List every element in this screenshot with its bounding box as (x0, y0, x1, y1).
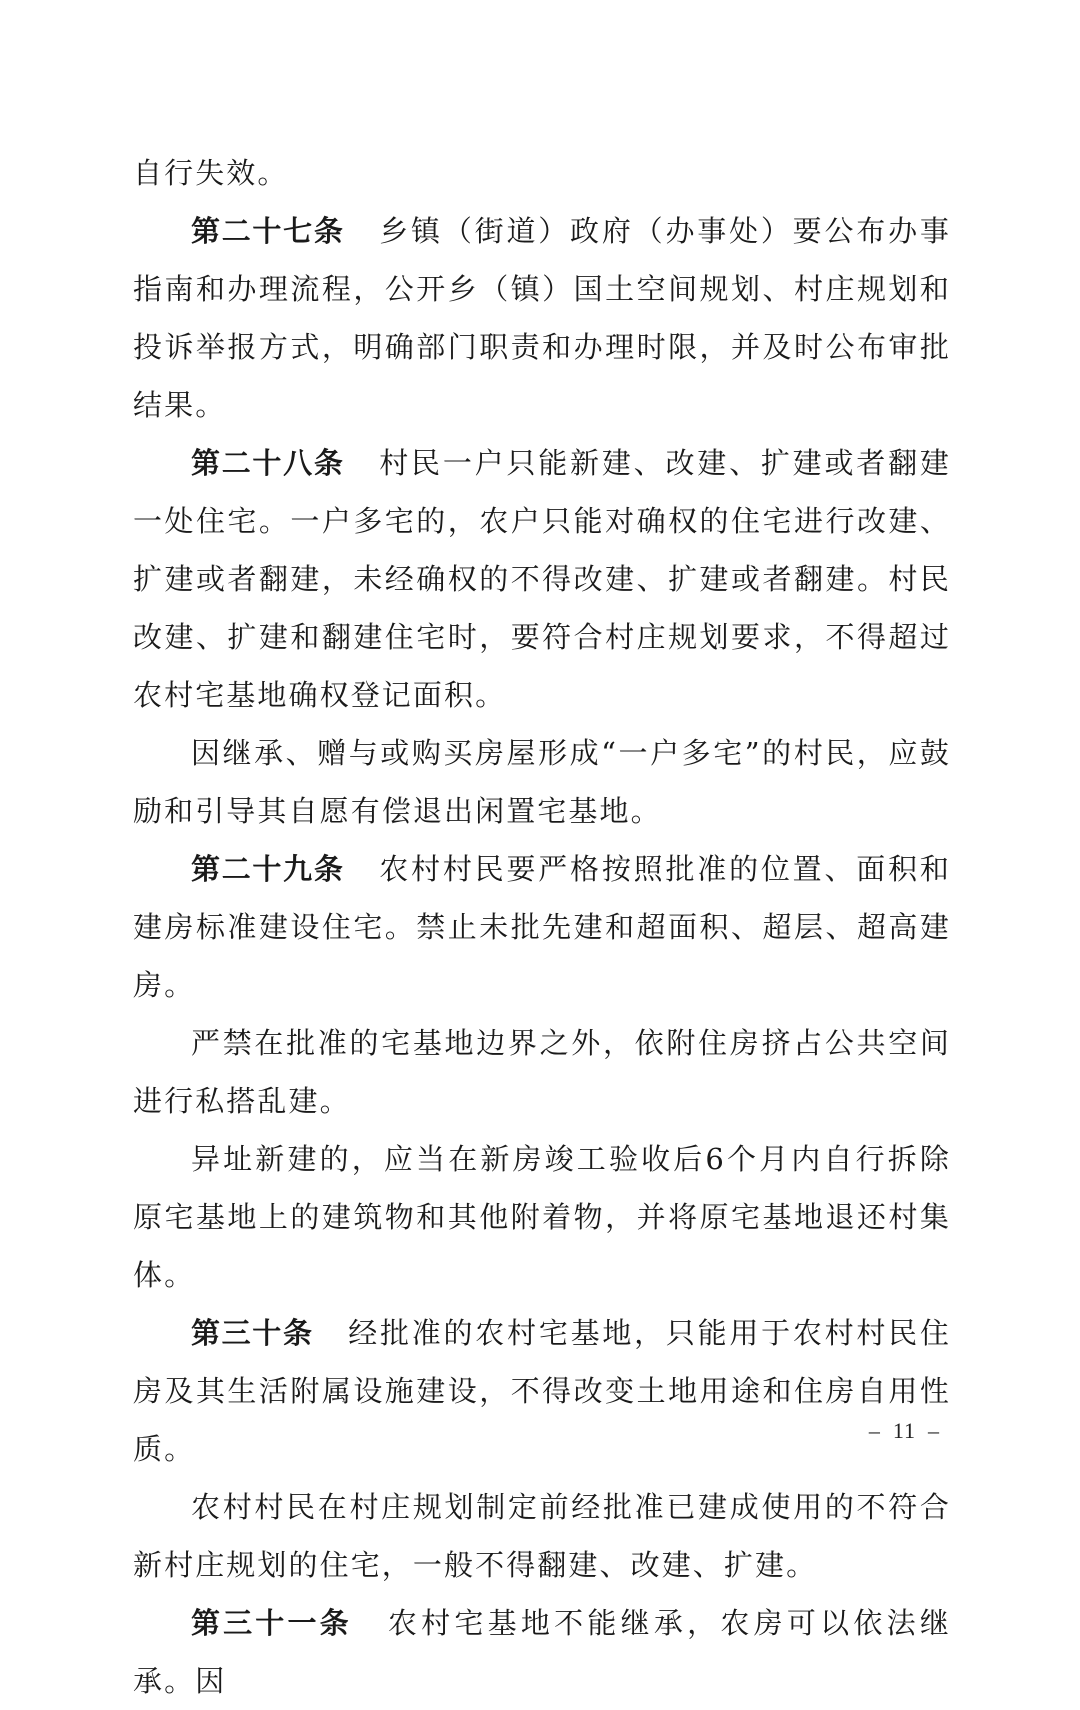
article-number: 第二十九条 (191, 852, 345, 886)
document-body (133, 144, 951, 1710)
paragraph-text: 农村村民在村庄规划制定前经批准已建成使用的不符合新村庄规划的住宅，一般不得翻建、改建、扩建。 (133, 1490, 951, 1582)
paragraph (133, 1014, 951, 1130)
paragraph (133, 1130, 951, 1304)
paragraph-continuation (133, 144, 951, 202)
article-number: 第二十七条 (191, 214, 345, 248)
article-27 (133, 202, 951, 434)
page-number-footer (857, 1418, 952, 1444)
article-29 (133, 840, 951, 1014)
paragraph-text: 严禁在批准的宅基地边界之外，依附住房挤占公共空间进行私搭乱建。 (133, 1026, 951, 1118)
article-number: 第三十一条 (191, 1606, 352, 1640)
dash-icon: – (868, 1418, 881, 1443)
article-text: 农村宅基地不能继承，农房可以依法继承。因 (133, 1606, 951, 1698)
article-text: 乡镇（街道）政府（办事处）要公布办事指南和办理流程，公开乡（镇）国土空间规划、村庄规划和投诉举报方式，明确部门职责和办理时限，并及时公布审批结果。 (133, 214, 951, 422)
page-number: 11 (892, 1418, 916, 1443)
paragraph (133, 724, 951, 840)
dash-icon: – (928, 1418, 940, 1443)
paragraph-text: 因继承、赠与或购买房屋形成“一户多宅”的村民，应鼓励和引导其自愿有偿退出闲置宅基地。 (133, 736, 951, 828)
paragraph (133, 1478, 951, 1594)
article-31 (133, 1594, 951, 1710)
paragraph-text: 自行失效。 (133, 156, 289, 190)
article-text: 经批准的农村宅基地，只能用于农村村民住房及其生活附属设施建设，不得改变土地用途和住房自用性质。 (133, 1316, 951, 1466)
article-28 (133, 434, 951, 724)
article-30 (133, 1304, 951, 1478)
paragraph-text: 异址新建的，应当在新房竣工验收后6个月内自行拆除原宅基地上的建筑物和其他附着物，并将原宅基地退还村集体。 (133, 1142, 951, 1292)
article-text: 村民一户只能新建、改建、扩建或者翻建一处住宅。一户多宅的，农户只能对确权的住宅进行改建、扩建或者翻建，未经确权的不得改建、扩建或者翻建。村民改建、扩建和翻建住宅时，要符合村庄规划要求，不得超过农村宅基地确权登记面积。 (133, 446, 951, 712)
article-text: 农村村民要严格按照批准的位置、面积和建房标准建设住宅。禁止未批先建和超面积、超层、超高建房。 (133, 852, 951, 1002)
article-number: 第三十条 (191, 1316, 314, 1350)
article-number: 第二十八条 (191, 446, 345, 480)
